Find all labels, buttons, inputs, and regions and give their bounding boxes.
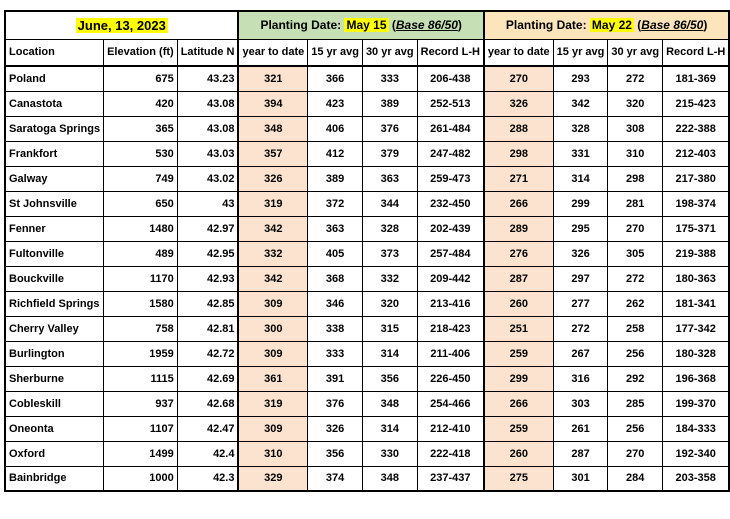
location-cell: Galway <box>5 166 104 191</box>
location-cell: Fultonville <box>5 241 104 266</box>
gdd-table-sheet <box>4 10 730 492</box>
header-group-row <box>5 11 729 39</box>
record-may15-cell: 261-484 <box>417 116 484 141</box>
avg15-may22-cell: 314 <box>553 166 608 191</box>
elevation-cell: 1170 <box>104 266 178 291</box>
ytd-may15-cell: 309 <box>238 416 307 441</box>
ytd-may22-cell: 287 <box>484 266 553 291</box>
planting-group-1-base: Base 86/50 <box>395 18 458 33</box>
record-may22-cell: 175-371 <box>663 216 730 241</box>
location-cell: Bainbridge <box>5 466 104 491</box>
location-cell: Cherry Valley <box>5 316 104 341</box>
column-header: year to date <box>484 39 553 66</box>
avg30-may15-cell: 379 <box>362 141 417 166</box>
ytd-may15-cell: 309 <box>238 341 307 366</box>
record-may15-cell: 213-416 <box>417 291 484 316</box>
ytd-may22-cell: 270 <box>484 66 553 91</box>
ytd-may15-cell: 310 <box>238 441 307 466</box>
latitude-cell: 42.81 <box>177 316 238 341</box>
elevation-cell: 530 <box>104 141 178 166</box>
ytd-may15-cell: 321 <box>238 66 307 91</box>
table-row <box>5 241 729 266</box>
record-may22-cell: 196-368 <box>663 366 730 391</box>
ytd-may15-cell: 319 <box>238 191 307 216</box>
avg30-may22-cell: 270 <box>608 216 663 241</box>
avg15-may15-cell: 391 <box>308 366 363 391</box>
planting-group-1-label: Planting Date: <box>260 18 345 33</box>
elevation-cell: 420 <box>104 91 178 116</box>
table-row <box>5 366 729 391</box>
ytd-may22-cell: 298 <box>484 141 553 166</box>
elevation-cell: 1000 <box>104 466 178 491</box>
ytd-may15-cell: 361 <box>238 366 307 391</box>
planting-group-2-label: Planting Date: <box>505 18 590 33</box>
ytd-may15-cell: 300 <box>238 316 307 341</box>
avg15-may22-cell: 267 <box>553 341 608 366</box>
record-may22-cell: 199-370 <box>663 391 730 416</box>
avg15-may22-cell: 299 <box>553 191 608 216</box>
avg30-may22-cell: 285 <box>608 391 663 416</box>
record-may22-cell: 222-388 <box>663 116 730 141</box>
table-row <box>5 316 729 341</box>
avg15-may15-cell: 389 <box>308 166 363 191</box>
avg15-may22-cell: 287 <box>553 441 608 466</box>
avg15-may15-cell: 374 <box>308 466 363 491</box>
avg15-may15-cell: 412 <box>308 141 363 166</box>
avg30-may22-cell: 310 <box>608 141 663 166</box>
avg30-may15-cell: 376 <box>362 116 417 141</box>
ytd-may22-cell: 259 <box>484 341 553 366</box>
avg30-may15-cell: 344 <box>362 191 417 216</box>
table-row <box>5 391 729 416</box>
elevation-cell: 365 <box>104 116 178 141</box>
latitude-cell: 42.85 <box>177 291 238 316</box>
record-may15-cell: 226-450 <box>417 366 484 391</box>
ytd-may22-cell: 288 <box>484 116 553 141</box>
column-header-row <box>5 39 729 66</box>
record-may22-cell: 219-388 <box>663 241 730 266</box>
avg15-may22-cell: 295 <box>553 216 608 241</box>
avg30-may15-cell: 332 <box>362 266 417 291</box>
avg15-may15-cell: 405 <box>308 241 363 266</box>
ytd-may22-cell: 326 <box>484 91 553 116</box>
avg30-may22-cell: 320 <box>608 91 663 116</box>
location-cell: Frankfort <box>5 141 104 166</box>
avg30-may15-cell: 373 <box>362 241 417 266</box>
avg15-may22-cell: 331 <box>553 141 608 166</box>
avg30-may22-cell: 284 <box>608 466 663 491</box>
table-row <box>5 266 729 291</box>
record-may22-cell: 180-363 <box>663 266 730 291</box>
avg30-may15-cell: 333 <box>362 66 417 91</box>
location-cell: Fenner <box>5 216 104 241</box>
location-cell: Oneonta <box>5 416 104 441</box>
avg15-may15-cell: 372 <box>308 191 363 216</box>
avg15-may22-cell: 342 <box>553 91 608 116</box>
avg15-may15-cell: 376 <box>308 391 363 416</box>
ytd-may15-cell: 348 <box>238 116 307 141</box>
latitude-cell: 42.4 <box>177 441 238 466</box>
latitude-cell: 43.02 <box>177 166 238 191</box>
avg30-may15-cell: 328 <box>362 216 417 241</box>
table-row <box>5 216 729 241</box>
ytd-may15-cell: 309 <box>238 291 307 316</box>
avg15-may22-cell: 297 <box>553 266 608 291</box>
ytd-may22-cell: 259 <box>484 416 553 441</box>
record-may22-cell: 177-342 <box>663 316 730 341</box>
avg15-may22-cell: 328 <box>553 116 608 141</box>
record-may22-cell: 212-403 <box>663 141 730 166</box>
column-header: 30 yr avg <box>362 39 417 66</box>
avg30-may22-cell: 281 <box>608 191 663 216</box>
column-header: Record L-H <box>663 39 730 66</box>
record-may22-cell: 192-340 <box>663 441 730 466</box>
record-may15-cell: 237-437 <box>417 466 484 491</box>
ytd-may22-cell: 251 <box>484 316 553 341</box>
avg30-may15-cell: 363 <box>362 166 417 191</box>
latitude-cell: 43.03 <box>177 141 238 166</box>
elevation-cell: 1480 <box>104 216 178 241</box>
avg15-may22-cell: 316 <box>553 366 608 391</box>
elevation-cell: 1107 <box>104 416 178 441</box>
avg15-may15-cell: 406 <box>308 116 363 141</box>
ytd-may15-cell: 342 <box>238 266 307 291</box>
planting-group-1-date: May 15 <box>346 18 387 33</box>
avg15-may15-cell: 363 <box>308 216 363 241</box>
ytd-may22-cell: 299 <box>484 366 553 391</box>
ytd-may15-cell: 357 <box>238 141 307 166</box>
avg15-may22-cell: 326 <box>553 241 608 266</box>
latitude-cell: 42.47 <box>177 416 238 441</box>
latitude-cell: 43.08 <box>177 116 238 141</box>
avg15-may15-cell: 356 <box>308 441 363 466</box>
location-cell: Saratoga Springs <box>5 116 104 141</box>
report-date: June, 13, 2023 <box>77 17 166 33</box>
table-row <box>5 91 729 116</box>
table-row <box>5 66 729 91</box>
elevation-cell: 1580 <box>104 291 178 316</box>
record-may15-cell: 218-423 <box>417 316 484 341</box>
ytd-may22-cell: 266 <box>484 191 553 216</box>
latitude-cell: 42.3 <box>177 466 238 491</box>
elevation-cell: 650 <box>104 191 178 216</box>
record-may22-cell: 184-333 <box>663 416 730 441</box>
avg30-may15-cell: 315 <box>362 316 417 341</box>
column-header: 15 yr avg <box>553 39 608 66</box>
ytd-may15-cell: 329 <box>238 466 307 491</box>
location-cell: St Johnsville <box>5 191 104 216</box>
latitude-cell: 43.23 <box>177 66 238 91</box>
elevation-cell: 1499 <box>104 441 178 466</box>
avg30-may22-cell: 256 <box>608 341 663 366</box>
avg30-may22-cell: 308 <box>608 116 663 141</box>
record-may15-cell: 247-482 <box>417 141 484 166</box>
record-may22-cell: 217-380 <box>663 166 730 191</box>
avg30-may22-cell: 305 <box>608 241 663 266</box>
record-may22-cell: 180-328 <box>663 341 730 366</box>
avg15-may22-cell: 277 <box>553 291 608 316</box>
latitude-cell: 42.95 <box>177 241 238 266</box>
elevation-cell: 1959 <box>104 341 178 366</box>
table-row <box>5 166 729 191</box>
avg30-may22-cell: 292 <box>608 366 663 391</box>
elevation-cell: 749 <box>104 166 178 191</box>
ytd-may22-cell: 275 <box>484 466 553 491</box>
ytd-may15-cell: 332 <box>238 241 307 266</box>
table-row <box>5 441 729 466</box>
gdd-table <box>4 10 730 492</box>
planting-group-2-paren-open: ( <box>633 18 642 33</box>
avg30-may22-cell: 272 <box>608 66 663 91</box>
avg30-may22-cell: 258 <box>608 316 663 341</box>
record-may15-cell: 202-439 <box>417 216 484 241</box>
avg30-may15-cell: 314 <box>362 341 417 366</box>
location-cell: Richfield Springs <box>5 291 104 316</box>
record-may15-cell: 252-513 <box>417 91 484 116</box>
record-may22-cell: 203-358 <box>663 466 730 491</box>
planting-group-2-base: Base 86/50 <box>641 18 704 33</box>
ytd-may22-cell: 271 <box>484 166 553 191</box>
record-may15-cell: 206-438 <box>417 66 484 91</box>
report-date-cell <box>5 11 238 39</box>
avg30-may15-cell: 330 <box>362 441 417 466</box>
planting-group-2-paren-close: ) <box>703 18 708 33</box>
avg30-may15-cell: 356 <box>362 366 417 391</box>
location-cell: Canastota <box>5 91 104 116</box>
ytd-may22-cell: 289 <box>484 216 553 241</box>
record-may22-cell: 198-374 <box>663 191 730 216</box>
avg30-may15-cell: 389 <box>362 91 417 116</box>
avg15-may22-cell: 303 <box>553 391 608 416</box>
latitude-cell: 42.97 <box>177 216 238 241</box>
avg15-may22-cell: 293 <box>553 66 608 91</box>
location-cell: Burlington <box>5 341 104 366</box>
table-row <box>5 116 729 141</box>
planting-group-1-paren-close: ) <box>457 18 462 33</box>
table-row <box>5 291 729 316</box>
latitude-cell: 42.68 <box>177 391 238 416</box>
avg15-may15-cell: 423 <box>308 91 363 116</box>
planting-group-1 <box>238 11 483 39</box>
record-may15-cell: 259-473 <box>417 166 484 191</box>
column-header: year to date <box>238 39 307 66</box>
table-row <box>5 141 729 166</box>
column-header: Latitude N <box>177 39 238 66</box>
avg30-may22-cell: 270 <box>608 441 663 466</box>
avg30-may22-cell: 298 <box>608 166 663 191</box>
avg15-may15-cell: 366 <box>308 66 363 91</box>
table-row <box>5 466 729 491</box>
record-may22-cell: 215-423 <box>663 91 730 116</box>
column-header: 30 yr avg <box>608 39 663 66</box>
avg30-may22-cell: 272 <box>608 266 663 291</box>
planting-group-2-date: May 22 <box>591 18 632 33</box>
record-may15-cell: 222-418 <box>417 441 484 466</box>
location-cell: Oxford <box>5 441 104 466</box>
record-may22-cell: 181-341 <box>663 291 730 316</box>
avg30-may15-cell: 314 <box>362 416 417 441</box>
ytd-may15-cell: 326 <box>238 166 307 191</box>
ytd-may15-cell: 394 <box>238 91 307 116</box>
record-may15-cell: 209-442 <box>417 266 484 291</box>
latitude-cell: 42.93 <box>177 266 238 291</box>
location-cell: Bouckville <box>5 266 104 291</box>
avg30-may22-cell: 262 <box>608 291 663 316</box>
column-header: Location <box>5 39 104 66</box>
record-may15-cell: 232-450 <box>417 191 484 216</box>
table-row <box>5 191 729 216</box>
table-body <box>5 66 729 491</box>
avg15-may22-cell: 272 <box>553 316 608 341</box>
record-may15-cell: 254-466 <box>417 391 484 416</box>
elevation-cell: 489 <box>104 241 178 266</box>
table-row <box>5 416 729 441</box>
ytd-may22-cell: 276 <box>484 241 553 266</box>
planting-group-1-paren-open: ( <box>388 18 396 33</box>
ytd-may22-cell: 266 <box>484 391 553 416</box>
latitude-cell: 43 <box>177 191 238 216</box>
record-may22-cell: 181-369 <box>663 66 730 91</box>
column-header: 15 yr avg <box>308 39 363 66</box>
elevation-cell: 758 <box>104 316 178 341</box>
avg30-may22-cell: 256 <box>608 416 663 441</box>
ytd-may15-cell: 342 <box>238 216 307 241</box>
avg15-may22-cell: 301 <box>553 466 608 491</box>
location-cell: Cobleskill <box>5 391 104 416</box>
record-may15-cell: 257-484 <box>417 241 484 266</box>
avg30-may15-cell: 348 <box>362 391 417 416</box>
latitude-cell: 42.69 <box>177 366 238 391</box>
avg15-may15-cell: 326 <box>308 416 363 441</box>
elevation-cell: 675 <box>104 66 178 91</box>
latitude-cell: 43.08 <box>177 91 238 116</box>
table-row <box>5 341 729 366</box>
avg15-may15-cell: 333 <box>308 341 363 366</box>
record-may15-cell: 211-406 <box>417 341 484 366</box>
ytd-may15-cell: 319 <box>238 391 307 416</box>
avg15-may15-cell: 346 <box>308 291 363 316</box>
avg30-may15-cell: 320 <box>362 291 417 316</box>
ytd-may22-cell: 260 <box>484 291 553 316</box>
elevation-cell: 1115 <box>104 366 178 391</box>
avg30-may15-cell: 348 <box>362 466 417 491</box>
latitude-cell: 42.72 <box>177 341 238 366</box>
avg15-may15-cell: 368 <box>308 266 363 291</box>
column-header: Elevation (ft) <box>104 39 178 66</box>
location-cell: Poland <box>5 66 104 91</box>
avg15-may22-cell: 261 <box>553 416 608 441</box>
column-header: Record L-H <box>417 39 484 66</box>
elevation-cell: 937 <box>104 391 178 416</box>
planting-group-2 <box>484 11 729 39</box>
location-cell: Sherburne <box>5 366 104 391</box>
avg15-may15-cell: 338 <box>308 316 363 341</box>
ytd-may22-cell: 260 <box>484 441 553 466</box>
record-may15-cell: 212-410 <box>417 416 484 441</box>
